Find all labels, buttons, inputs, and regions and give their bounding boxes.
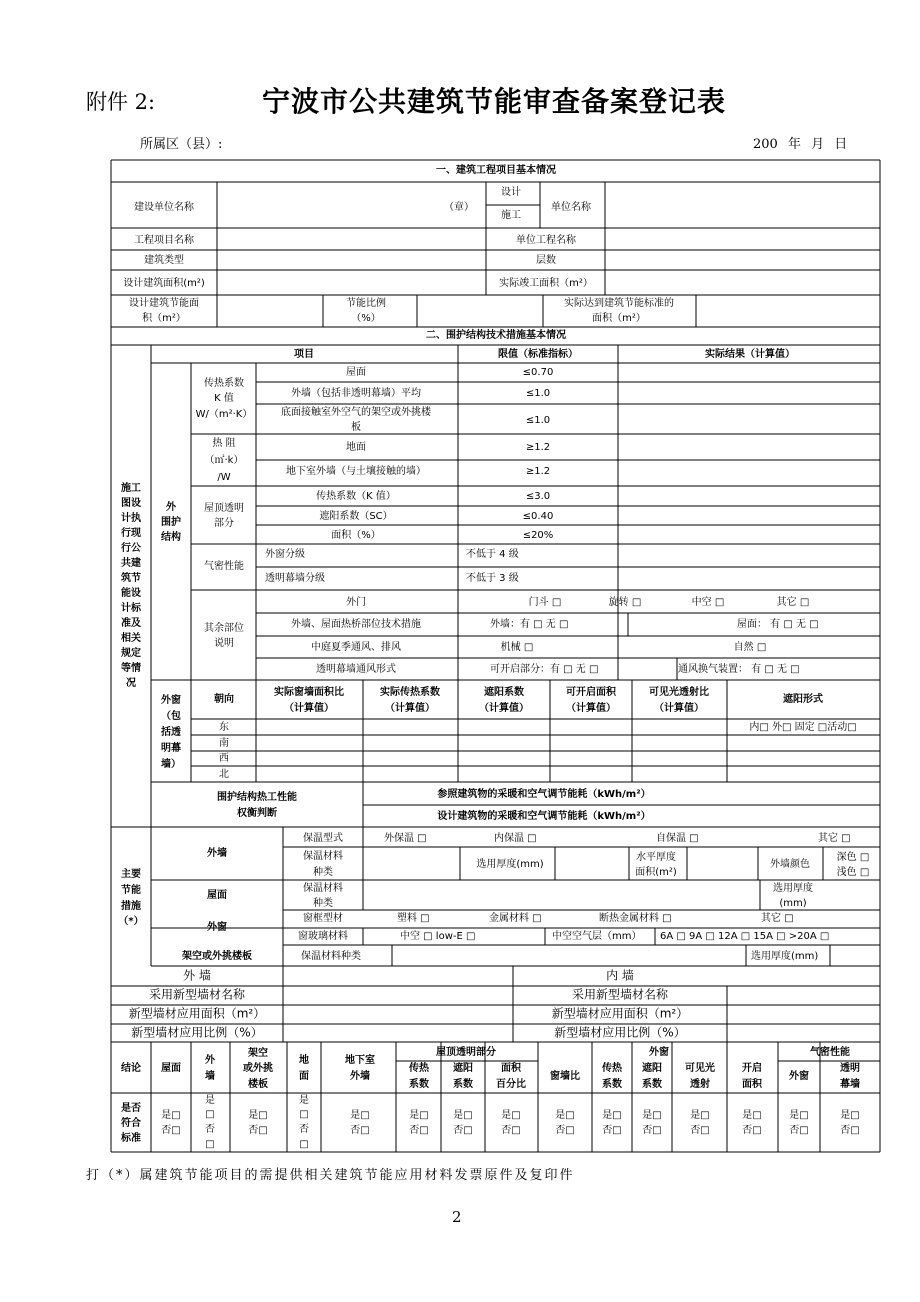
table-cell-text: 其它 □ — [818, 833, 851, 844]
table-cell-text: 种类 — [313, 898, 333, 909]
table-cell-text: 实际结果（计算值） — [705, 349, 795, 360]
table-cell-text: 透射 — [690, 1079, 710, 1090]
table-cell-text: 节能比例 — [346, 298, 386, 309]
table-cell-text: 括透 — [161, 727, 181, 738]
table-cell-text: 墙） — [161, 759, 181, 770]
table-cell-text: 北 — [219, 769, 229, 780]
table-cell-text: 新型墙材应用比例（%） — [131, 1025, 263, 1040]
table-cell-text: 否□ — [161, 1125, 181, 1136]
table-cell-text: 外窗 — [789, 1071, 809, 1082]
table-cell-text: □ — [299, 1139, 309, 1150]
table-cell-text: 保温材料 — [303, 883, 343, 894]
table-cell-text: 共建 — [121, 558, 141, 569]
table-cell-text: 否□ — [840, 1125, 860, 1136]
table-cell-text: 屋面： 有 □ 无 □ — [737, 619, 819, 630]
form-title: 宁波市公共建筑节能审查备案登记表 — [262, 85, 727, 118]
table-cell-text: 水平厚度 — [636, 852, 676, 863]
table-cell-text: 否□ — [690, 1125, 710, 1136]
table-cell-text: 计标 — [121, 603, 141, 614]
table-cell-text: 南 — [219, 738, 229, 749]
table-cell-text: 选用厚度 — [773, 883, 813, 894]
table-cell-text: 是否 — [121, 1103, 141, 1114]
table-cell-text: 屋顶透明部分 — [436, 1047, 496, 1058]
table-cell-texts — [118, 163, 869, 1150]
table-cell-text: 设计建筑物的采暖和空气调节能耗（kWh/m²） — [437, 811, 651, 822]
table-cell-text: 是□ — [248, 1110, 268, 1121]
table-cell-text: 图设 — [121, 498, 141, 509]
table-cell-text: 面积（m²） — [592, 313, 646, 324]
table-cell-text: 权衡判断 — [237, 808, 277, 819]
table-cell-text: 选用厚度(mm) — [751, 951, 819, 962]
table-cell-text: W/（m²·K） — [195, 409, 253, 420]
table-cell-text: 是 — [205, 1095, 215, 1106]
table-cell-text: 否□ — [742, 1125, 762, 1136]
table-cell-text: 保温材料 — [303, 851, 343, 862]
table-cell-text: 准及 — [121, 618, 141, 629]
table-cell-text: 设计建筑面积(m²) — [123, 278, 205, 289]
table-cell-text: 外窗 — [649, 1047, 669, 1058]
table-cell-text: 外窗 — [207, 922, 227, 933]
table-cell-text: 实际传热系数 — [380, 687, 440, 698]
table-cell-text: 措施 — [121, 901, 141, 912]
table-cell-text: 透明 — [840, 1063, 860, 1074]
table-cell-text: 浅色 □ — [836, 867, 870, 878]
table-cell-text: 况 — [126, 678, 136, 689]
table-cell-text: 否□ — [409, 1125, 429, 1136]
table-cell-text: 结构 — [161, 532, 181, 543]
table-cell-text: 单位名称 — [551, 202, 591, 213]
table-cell-text: 节能 — [121, 885, 141, 896]
table-cell-text: 系数 — [409, 1079, 429, 1090]
table-cell-text: 传热 — [409, 1063, 429, 1074]
table-cell-text: 施工 — [121, 483, 141, 494]
table-cell-text: 楼板 — [248, 1079, 268, 1090]
table-cell-text: 其它 □ — [776, 597, 810, 608]
table-cell-text: 外 墙 — [183, 968, 211, 983]
table-cell-text: ≤1.0 — [525, 415, 551, 426]
table-cell-text: 6A □ 9A □ 12A □ 15A □ >20A □ — [660, 931, 830, 942]
table-cell-text: 种类 — [313, 867, 333, 878]
table-cell-text: 新型墙材应用面积（m²） — [551, 1006, 689, 1021]
table-cell-text: （计算值） — [284, 703, 334, 714]
table-cell-text: 建设单位名称 — [134, 202, 194, 213]
table-cell-text: 设计 — [501, 187, 521, 198]
table-cell-text: 施工 — [501, 210, 521, 221]
table-cell-text: 主要 — [121, 869, 141, 880]
table-cell-text: 内保温 □ — [494, 833, 537, 844]
table-cell-text: 中空 □ — [691, 597, 725, 608]
table-cell-text: 否□ — [453, 1125, 473, 1136]
table-cell-text: 是□ — [409, 1110, 429, 1121]
table-cell-text: 自保温 □ — [656, 833, 699, 844]
table-cell-text: 开启 — [742, 1063, 762, 1074]
table-cell-text: 气密性能 — [810, 1047, 850, 1058]
table-cell-text: 能设 — [121, 588, 141, 599]
table-cell-text: 气密性能 — [204, 561, 244, 572]
table-cell-text: 是□ — [501, 1110, 521, 1121]
table-cell-text: （㎡·k） — [204, 455, 244, 466]
table-cell-text: 二、围护结构技术措施基本情况 — [426, 330, 566, 341]
table-cell-text: 中空 □ low-E □ — [400, 931, 476, 942]
table-cell-text: 地下室外墙（与土壤接触的墙） — [286, 466, 426, 477]
table-cell-text: 墙 — [205, 1071, 215, 1082]
table-cell-text: 建筑类型 — [144, 255, 184, 266]
table-cell-text: ≤1.0 — [525, 388, 551, 399]
table-cell-text: （计算值） — [479, 703, 529, 714]
table-cell-text: 部分 — [214, 518, 234, 529]
table-cell-text: 板 — [351, 422, 361, 433]
table-cell-text: 规定 — [121, 648, 141, 659]
table-cell-text: 否□ — [350, 1125, 370, 1136]
table-cell-text: 传热系数（K 值） — [316, 491, 396, 502]
table-cell-text: 面 — [299, 1071, 309, 1082]
table-cell-text: 参照建筑物的采暖和空气调节能耗（kWh/m²） — [437, 789, 651, 800]
table-cell-text: 标准 — [121, 1133, 141, 1144]
district-label: 所属区（县）: — [140, 137, 223, 152]
table-cell-text: 保温材料种类 — [301, 951, 361, 962]
table-cell-text: 塑料 □ — [397, 913, 430, 924]
table-cell-text: 面积 — [501, 1063, 521, 1074]
table-cell-text: 系数 — [453, 1079, 473, 1090]
table-cell-text: 否 — [205, 1124, 215, 1135]
table-cell-text: 百分比 — [496, 1079, 526, 1090]
table-cell-text: 是□ — [161, 1110, 181, 1121]
table-cell-text: 热 阻 — [212, 438, 236, 449]
table-cell-text: 是□ — [742, 1110, 762, 1121]
table-cell-text: 层数 — [536, 255, 556, 266]
table-cell-text: 面积 — [742, 1079, 762, 1090]
date-label: 200 年 月 日 — [753, 137, 848, 152]
table-cell-text: 遮阳 — [453, 1063, 473, 1074]
table-cell-text: 架空 — [248, 1048, 268, 1059]
table-cell-text: 传热 — [602, 1063, 622, 1074]
table-cell-text: 窗框型材 — [303, 913, 343, 924]
table-cell-text: 地面 — [346, 442, 366, 453]
table-cell-text: 采用新型墙材名称 — [571, 987, 669, 1002]
table-cell-text: 或外挑 — [243, 1063, 273, 1074]
table-cell-text: 底面接触室外空气的架空或外挑楼 — [281, 407, 431, 418]
table-cell-text: 地 — [299, 1055, 309, 1066]
table-cell-text: 外窗分级 — [265, 549, 305, 560]
table-cell-text: 遮阳系数 — [484, 687, 524, 698]
table-cell-text: 外 — [205, 1055, 215, 1066]
table-cell-text: 中空空气层（mm） — [552, 931, 642, 942]
table-cell-text: 实际达到建筑节能标准的 — [564, 298, 674, 309]
table-cell-text: （*） — [118, 916, 144, 927]
table-cell-text: 外墙 — [207, 848, 227, 859]
table-cell-text: 深色 □ — [836, 852, 870, 863]
table-cell-text: 架空或外挑楼板 — [182, 951, 252, 962]
table-cell-text: 相关 — [121, 633, 141, 644]
table-cell-text: 是□ — [453, 1110, 473, 1121]
table-cell-text: 可开启面积 — [566, 687, 616, 698]
table-cell-text: 东 — [219, 722, 229, 733]
table-cell-text: 透明幕墙通风形式 — [316, 664, 396, 675]
table-cell-text: 外墙（包括非透明幕墙）平均 — [291, 388, 421, 399]
table-cell-text: 系数 — [642, 1079, 662, 1090]
table-cell-text: 筑节 — [121, 573, 141, 584]
table-cell-text: □ — [299, 1109, 309, 1120]
table-cell-text: 可见光 — [685, 1063, 715, 1074]
table-cell-text: 是□ — [789, 1110, 809, 1121]
table-cell-text: 围护结构热工性能 — [217, 792, 297, 803]
table-cell-text: 外门 — [346, 597, 366, 608]
table-cell-text: 外墙颜色 — [770, 859, 810, 870]
table-cell-text: （计算值） — [385, 703, 435, 714]
table-cell-text: 积（m²） — [142, 313, 186, 324]
table-cell-text: 内 墙 — [606, 968, 634, 983]
table-cell-text: 可见光透射比 — [649, 687, 709, 698]
table-cell-text: 其余部位 — [204, 623, 244, 634]
table-cell-text: （计算值） — [654, 703, 704, 714]
table-cell-text: 系数 — [602, 1079, 622, 1090]
table-cell-text: 围护 — [161, 517, 181, 528]
table-cell-text: 遮阳 — [642, 1063, 662, 1074]
table-cell-text: 符合 — [121, 1118, 141, 1129]
table-cell-text: 面积（%） — [331, 530, 381, 541]
table-cell-text: 选用厚度(mm) — [476, 859, 544, 870]
table-cell-text: ≤20% — [522, 530, 554, 541]
table-cell-text: 外 — [166, 502, 176, 513]
table-cell-text: 一、建筑工程项目基本情况 — [436, 165, 556, 176]
table-cell-text: 其它 □ — [761, 913, 794, 924]
table-cell-text: 项目 — [294, 349, 314, 360]
table-cell-text: 遮阳系数（SC） — [319, 511, 393, 522]
table-cell-text: 屋面 — [161, 1063, 181, 1074]
table-cell-text: 行现 — [121, 528, 141, 539]
table-cell-text: 工程项目名称 — [134, 235, 194, 246]
table-cell-text: (mm) — [779, 898, 807, 909]
table-cell-text: 传热系数 — [204, 378, 244, 389]
table-cell-text: 实际竣工面积（m²） — [499, 278, 593, 289]
table-cell-text: 外墙 — [350, 1071, 370, 1082]
table-cell-text: 屋面 — [207, 890, 227, 901]
table-cell-text: 金属材料 □ — [489, 913, 542, 924]
annex-label: 附件 2: — [86, 90, 156, 114]
table-cell-text: 结论 — [121, 1063, 141, 1074]
table-cell-text: 新型墙材应用比例（%） — [554, 1025, 686, 1040]
table-cell-text: 是□ — [602, 1110, 622, 1121]
table-cell-text: 面积(m²) — [635, 867, 677, 878]
table-cell-text: 遮阳形式 — [783, 694, 823, 705]
table-cell-text: 是□ — [350, 1110, 370, 1121]
table-cell-text: 否□ — [642, 1125, 662, 1136]
table-cell-text: 单位工程名称 — [516, 235, 576, 246]
table-cell-text: 屋顶透明 — [204, 503, 244, 514]
table-cell-text: ≤0.70 — [522, 367, 554, 378]
table-cell-text: 可开启部分：有 □ 无 □ — [490, 664, 599, 675]
table-cell-text: 否□ — [555, 1125, 575, 1136]
table-cell-text: 不低于 3 级 — [466, 573, 519, 584]
table-cell-text: 不低于 4 级 — [466, 549, 519, 560]
table-grid-lines — [111, 160, 880, 1152]
table-cell-text: 说明 — [214, 638, 234, 649]
table-cell-text: 否□ — [501, 1125, 521, 1136]
table-cell-text: 计执 — [121, 513, 141, 524]
table-cell-text: ≤0.40 — [522, 511, 554, 522]
table-cell-text: 否□ — [789, 1125, 809, 1136]
table-cell-text: 采用新型墙材名称 — [148, 987, 246, 1002]
table-cell-text: 西 — [219, 753, 229, 764]
table-cell-text: 外保温 □ — [384, 833, 427, 844]
table-cell-text: 是 — [299, 1095, 309, 1106]
table-cell-text: 限值（标准指标） — [498, 349, 578, 360]
table-cell-text: ≥1.2 — [525, 466, 551, 477]
table-cell-text: 否□ — [248, 1125, 268, 1136]
table-cell-text: 设计建筑节能面 — [129, 298, 199, 309]
table-cell-text: 断热金属材料 □ — [599, 913, 672, 924]
table-cell-text: 朝向 — [214, 694, 234, 705]
table-cell-text: （章） — [444, 202, 474, 213]
table-cell-text: 行公 — [121, 543, 141, 554]
table-cell-text: 屋面 — [346, 367, 366, 378]
table-cell-text: ≤3.0 — [525, 491, 551, 502]
table-cell-text: 保温型式 — [303, 833, 343, 844]
table-cell-text: ≥1.2 — [525, 442, 551, 453]
table-cell-text: 幕墙 — [840, 1079, 860, 1090]
table-cell-text: K 值 — [214, 393, 234, 404]
table-cell-text: 地下室 — [345, 1055, 375, 1066]
table-cell-text: □ — [205, 1109, 215, 1120]
table-cell-text: 新型墙材应用面积（m²） — [128, 1006, 266, 1021]
table-cell-text: 旋转 □ — [608, 597, 642, 608]
table-cell-text: 门斗 □ — [528, 597, 562, 608]
table-cell-text: 自然 □ — [733, 642, 767, 653]
table-cell-text: 明幕 — [161, 743, 181, 754]
table-cell-text: 是□ — [642, 1110, 662, 1121]
page-number: 2 — [452, 1208, 462, 1226]
table-cell-text: （计算值） — [566, 703, 616, 714]
table-cell-text: 透明幕墙分级 — [265, 573, 325, 584]
table-cell-text: 内□ 外□ 固定 □活动□ — [749, 722, 857, 733]
table-cell-text: （%） — [351, 313, 381, 324]
table-cell-text: 外墙、屋面热桥部位技术措施 — [291, 619, 421, 630]
table-cell-text: 等情 — [121, 663, 141, 674]
table-cell-text: 是□ — [840, 1110, 860, 1121]
table-cell-text: 机械 □ — [500, 642, 534, 653]
table-cell-text: 窗玻璃材料 — [298, 931, 348, 942]
footnote: 打（*）属建筑节能项目的需提供相关建筑节能应用材料发票原件及复印件 — [86, 1168, 575, 1183]
table-cell-text: 是□ — [690, 1110, 710, 1121]
table-cell-text: 窗墙比 — [550, 1071, 580, 1082]
table-cell-text: （包 — [161, 711, 181, 722]
table-cell-text: 中庭夏季通风、排风 — [311, 642, 401, 653]
table-cell-text: 外窗 — [161, 695, 181, 706]
table-cell-text: 否 — [299, 1124, 309, 1135]
table-cell-text: 否□ — [602, 1125, 622, 1136]
table-cell-text: 外墙：有 □ 无 □ — [490, 619, 569, 630]
table-cell-text: □ — [205, 1139, 215, 1150]
table-cell-text: 通风换气装置： 有 □ 无 □ — [678, 664, 800, 675]
table-cell-text: /W — [217, 472, 231, 483]
table-cell-text: 是□ — [555, 1110, 575, 1121]
table-cell-text: 实际窗墙面积比 — [274, 687, 344, 698]
